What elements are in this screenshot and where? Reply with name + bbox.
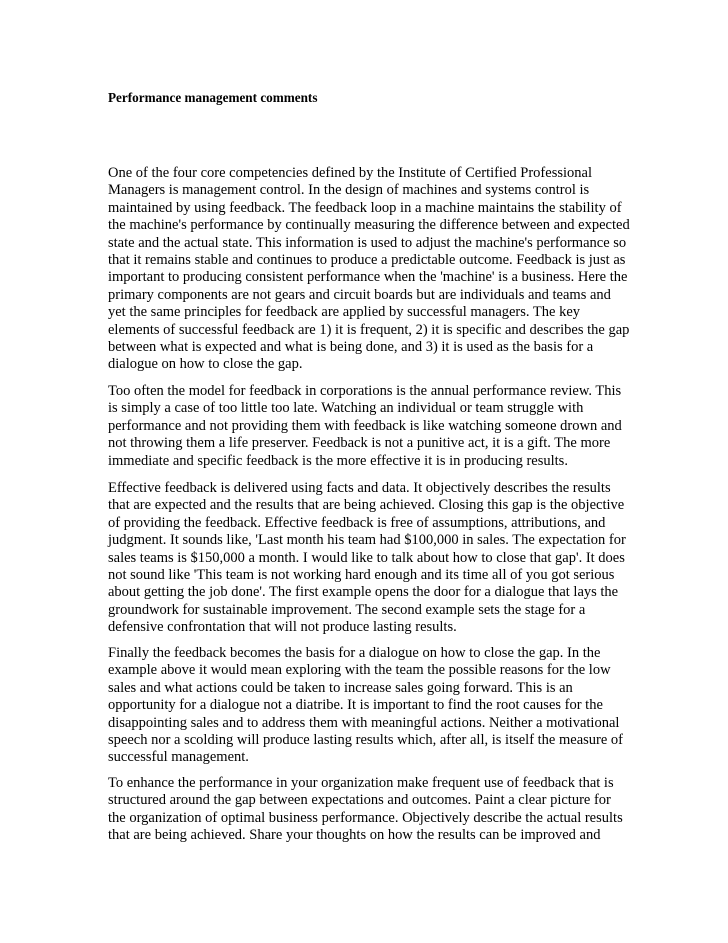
paragraph-dialogue bbox=[108, 645, 628, 767]
text-line: the organization of optimal business performance. Objectively describe the actual results bbox=[108, 809, 623, 826]
paragraph-annual-review bbox=[108, 383, 628, 470]
text-line: To enhance the performance in your organization make frequent use of feedback that is bbox=[108, 775, 614, 791]
text-line: Effective feedback is delivered using facts and data. It objectively describes the results bbox=[108, 480, 611, 496]
text-line: that it remains stable and continues to produce a predictable outcome. Feedback is just as bbox=[108, 252, 626, 269]
text-line: state and the actual state. This information is used to adjust the machine's performance so bbox=[108, 234, 627, 251]
text-line: sales and what actions could be taken to increase sales going forward. This is an bbox=[108, 679, 573, 696]
text-line: sales teams is $150,000 a month. I would like to talk about how to close that gap'. It does bbox=[108, 549, 625, 566]
text-line: structured around the gap between expectations and outcomes. Paint a clear picture for bbox=[108, 792, 611, 809]
paragraph-core-competencies bbox=[108, 165, 628, 374]
text-line: the machine's performance by continually measuring the difference between and expected bbox=[108, 217, 630, 234]
text-line: Managers is management control. In the design of machines and systems control is bbox=[108, 182, 590, 199]
text-line: is simply a case of too little too late. Watching an individual or team struggle with bbox=[108, 400, 584, 417]
text-line: Finally the feedback becomes the basis for a dialogue on how to close the gap. In the bbox=[108, 645, 601, 661]
text-line: maintained by using feedback. The feedback loop in a machine maintains the stability of bbox=[108, 199, 622, 216]
text-line: that are being achieved. Share your thoughts on how the results can be improved and bbox=[108, 827, 601, 844]
text-line: example above it would mean exploring with the team the possible reasons for the low bbox=[108, 662, 611, 679]
text-line: between what is expected and what is being done, and 3) it is used as the basis for a bbox=[108, 339, 594, 356]
text-line: of providing the feedback. Effective feedback is free of assumptions, attributions, and bbox=[108, 514, 606, 531]
text-line: primary components are not gears and circuit boards but are individuals and teams and bbox=[108, 286, 611, 303]
text-line: groundwork for sustainable improvement. The second example sets the stage for a bbox=[108, 601, 586, 618]
text-line: One of the four core competencies defined by the Institute of Certified Professional bbox=[108, 165, 592, 181]
text-line: performance and not providing them with feedback is like watching someone drown and bbox=[108, 417, 622, 434]
text-line: about getting the job done'. The first example opens the door for a dialogue that lays the bbox=[108, 584, 619, 601]
document-title: Performance management comments bbox=[108, 90, 318, 105]
paragraph-effective-feedback bbox=[108, 480, 628, 637]
text-line: speech nor a scolding will produce lasting results which, after all, is itself the measure of bbox=[108, 732, 624, 749]
text-line: defensive confrontation that will not produce lasting results. bbox=[108, 619, 457, 636]
text-line: yet the same principles for feedback are applied by successful managers. The key bbox=[108, 304, 581, 321]
text-line: disappointing sales and to address them with meaningful actions. Neither a motivational bbox=[108, 714, 620, 731]
paragraph-enhance-performance bbox=[108, 775, 628, 845]
text-line: judgment. It sounds like, 'Last month his team had $100,000 in sales. The expectation for bbox=[108, 532, 626, 549]
text-line: not sound like 'This team is not working hard enough and its time all of you got serious bbox=[108, 567, 615, 584]
text-line: important to producing consistent performance when the 'machine' is a business. Here the bbox=[108, 269, 628, 286]
text-line: not throwing them a life preserver. Feedback is not a punitive act, it is a gift. The more bbox=[108, 435, 611, 452]
text-line: that are expected and the results that are being achieved. Closing this gap is the objective bbox=[108, 497, 625, 514]
text-line: elements of successful feedback are 1) it is frequent, 2) it is specific and describes the gap bbox=[108, 321, 630, 338]
text-line: successful management. bbox=[108, 749, 249, 766]
text-line: Too often the model for feedback in corporations is the annual performance review. This bbox=[108, 383, 622, 399]
text-line: dialogue on how to close the gap. bbox=[108, 356, 303, 373]
text-line: immediate and specific feedback is the more effective it is in producing results. bbox=[108, 452, 568, 469]
text-line: opportunity for a dialogue not a diatribe. It is important to find the root causes for the bbox=[108, 697, 603, 714]
